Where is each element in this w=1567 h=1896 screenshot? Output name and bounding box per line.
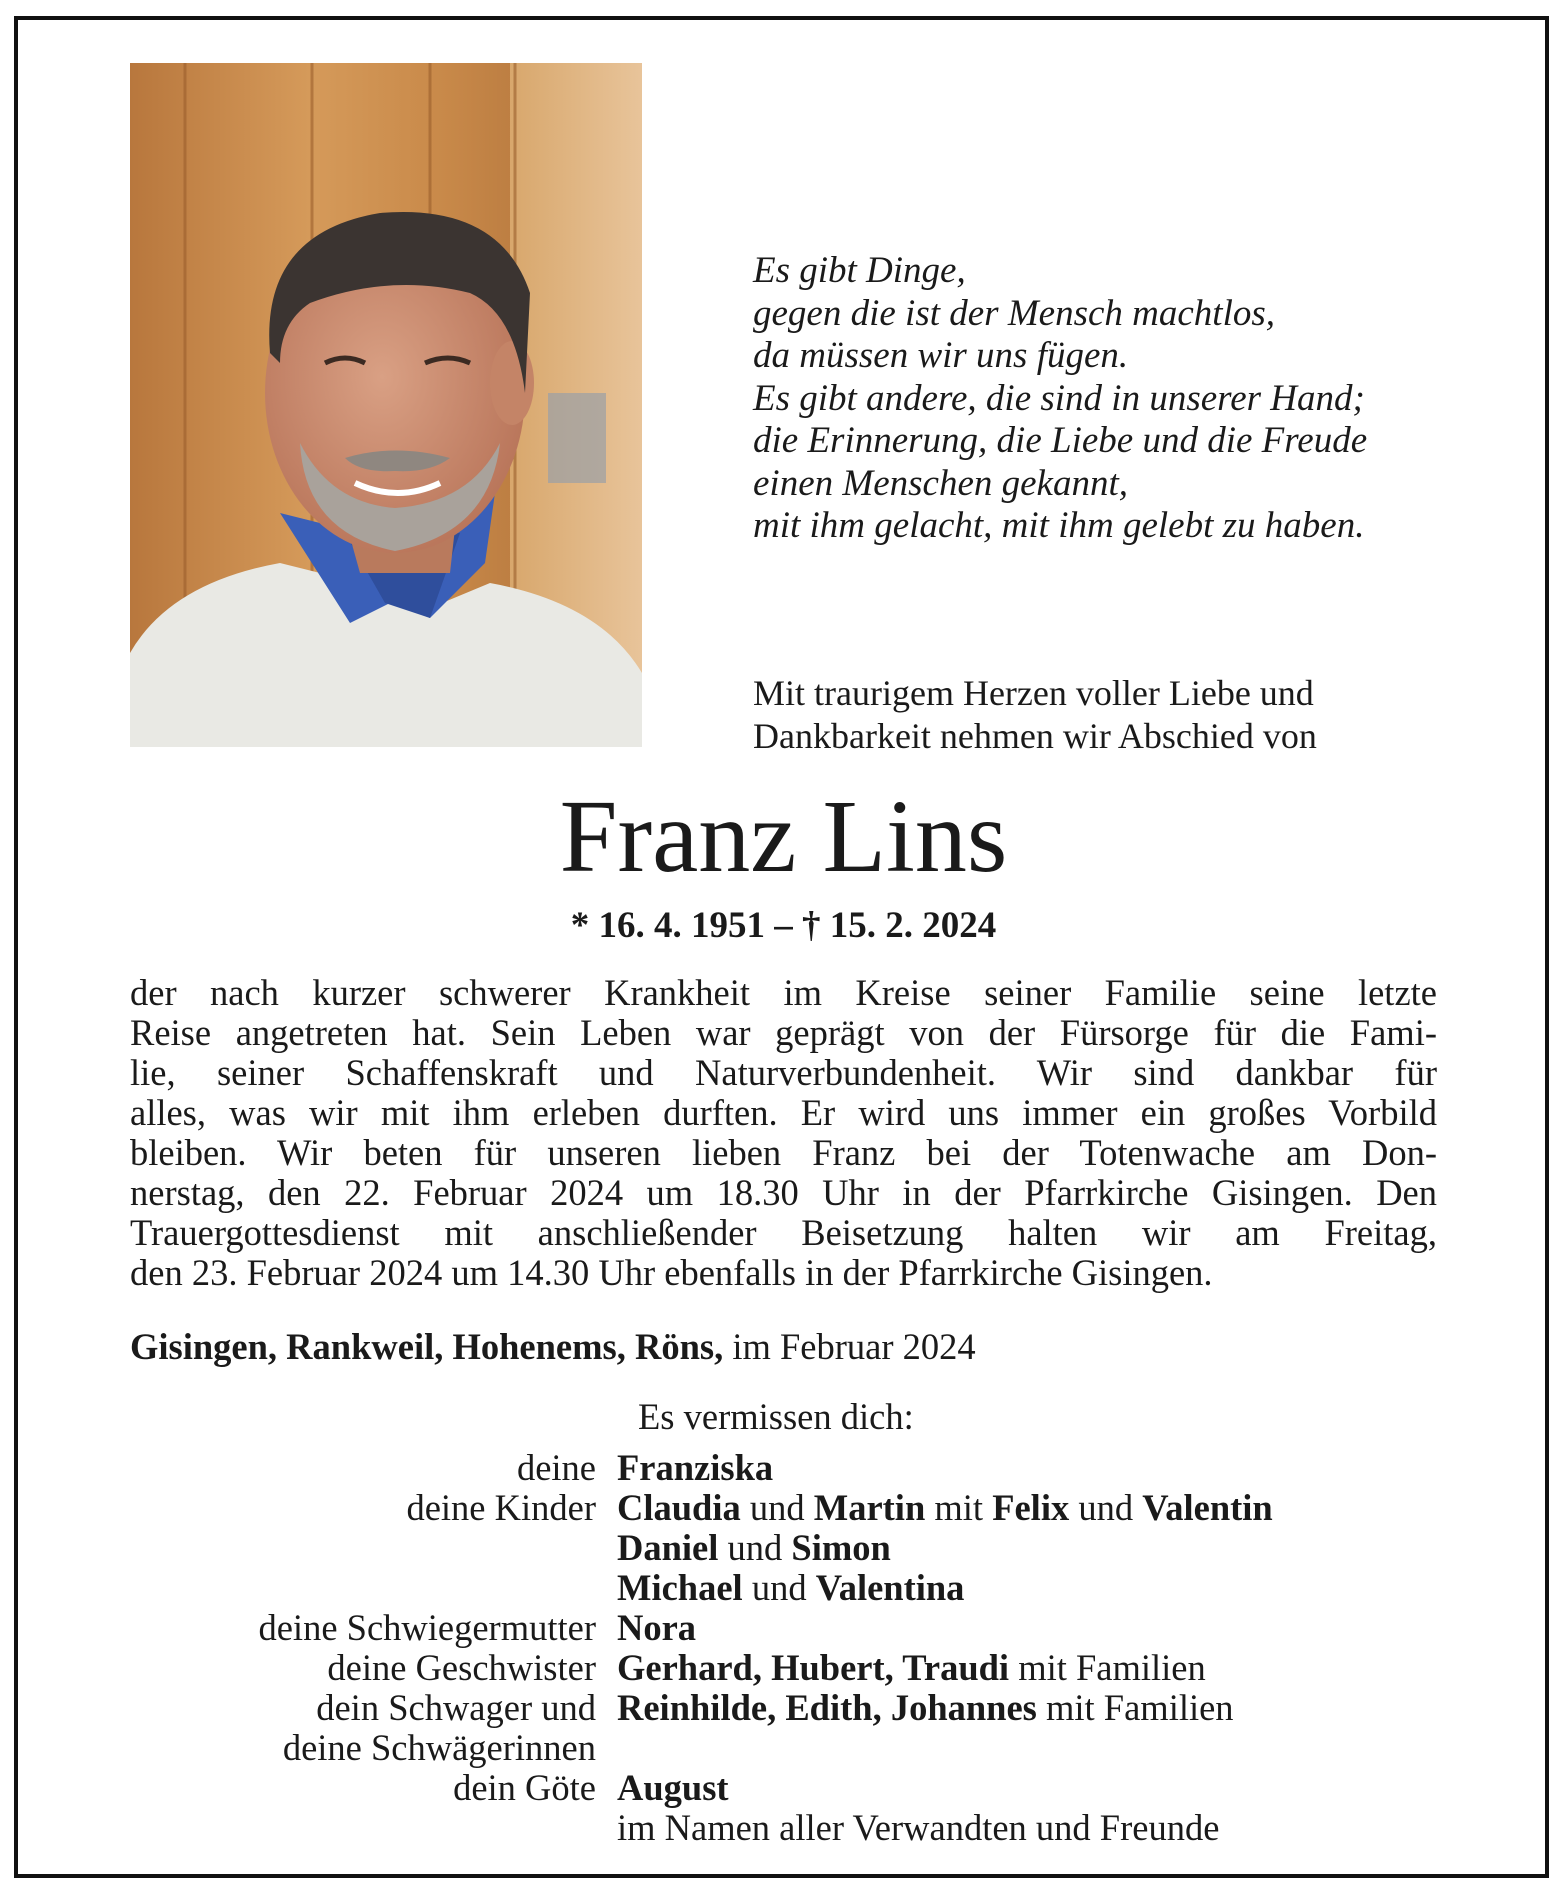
mourner-name: Valentina bbox=[815, 1567, 965, 1608]
mourner-row bbox=[130, 1448, 1450, 1488]
mourner-names bbox=[617, 1528, 891, 1568]
connector-text: im Namen aller Verwandten und Freunde bbox=[617, 1807, 1220, 1848]
memorial-poem bbox=[753, 250, 1367, 548]
mourner-names bbox=[617, 1448, 773, 1488]
places: Gisingen, Rankweil, Hohenems, Röns, bbox=[130, 1326, 724, 1367]
body-line: nerstag, den 22. Februar 2024 um 18.30 Uhr in der Pfarrkirche Gisingen. Den bbox=[130, 1172, 1437, 1213]
obituary-text bbox=[130, 973, 1437, 1293]
mourner-row bbox=[130, 1528, 1450, 1568]
mourner-name: Franziska bbox=[617, 1447, 774, 1488]
relation-label: deine Schwägerinnen bbox=[282, 1727, 596, 1768]
body-line: bleiben. Wir beten für unseren lieben Franz bei der Totenwache am Don- bbox=[130, 1132, 1437, 1173]
poem-line: da müssen wir uns fügen. bbox=[753, 335, 1129, 376]
mourner-row bbox=[130, 1488, 1450, 1528]
life-dates: * 16. 4. 1951 – † 15. 2. 2024 bbox=[570, 905, 997, 946]
mourner-name: Reinhilde, Edith, Johannes bbox=[617, 1687, 1037, 1728]
mourner-name: August bbox=[617, 1767, 729, 1808]
portrait-photo bbox=[130, 63, 642, 747]
mourner-name: Nora bbox=[617, 1607, 697, 1648]
poem-line: die Erinnerung, die Liebe und die Freude bbox=[753, 420, 1368, 461]
mourners-heading: Es vermissen dich: bbox=[638, 1396, 914, 1437]
mourner-row bbox=[130, 1688, 1450, 1728]
body-line: den 23. Februar 2024 um 14.30 Uhr ebenfalls in der Pfarrkirche Gisingen. bbox=[130, 1252, 1213, 1293]
mourner-row bbox=[130, 1808, 1450, 1848]
mourner-row bbox=[130, 1728, 1450, 1768]
poem-line: Es gibt Dinge, bbox=[753, 250, 966, 291]
mourner-name: Simon bbox=[791, 1527, 891, 1568]
mourner-name: Valentin bbox=[1142, 1487, 1273, 1528]
mourner-name: Martin bbox=[813, 1487, 926, 1528]
relation-label bbox=[130, 1528, 617, 1568]
mourner-name: Gerhard, Hubert, Traudi bbox=[617, 1647, 1010, 1688]
relation-label: deine Kinder bbox=[406, 1487, 596, 1528]
farewell-intro bbox=[753, 672, 1317, 758]
mourner-names bbox=[617, 1568, 964, 1608]
poem-line: mit ihm gelacht, mit ihm gelebt zu haben. bbox=[753, 505, 1365, 546]
body-line: der nach kurzer schwerer Krankheit im Kreise seiner Familie seine letzte bbox=[130, 972, 1437, 1013]
mourner-row bbox=[130, 1608, 1450, 1648]
mourner-row bbox=[130, 1568, 1450, 1608]
body-line: Trauergottesdienst mit anschließender Beisetzung halten wir am Freitag, bbox=[130, 1212, 1437, 1253]
mourner-names bbox=[617, 1808, 1219, 1848]
place-date-line bbox=[130, 1325, 976, 1369]
poem-line: gegen die ist der Mensch machtlos, bbox=[753, 292, 1275, 334]
body-line: Reise angetreten hat. Sein Leben war geprägt von der Fürsorge für die Fami- bbox=[130, 1012, 1437, 1053]
body-line: lie, seiner Schaffenskraft und Naturverbundenheit. Wir sind dankbar für bbox=[130, 1052, 1437, 1093]
connector-text: mit Familien bbox=[1009, 1647, 1206, 1688]
connector-text: und bbox=[718, 1527, 792, 1568]
mourner-name: Daniel bbox=[617, 1527, 719, 1568]
connector-text: und bbox=[742, 1567, 816, 1608]
deceased-name: Franz Lins bbox=[559, 779, 1008, 894]
connector-text: mit bbox=[925, 1487, 993, 1528]
connector-text: und bbox=[740, 1487, 814, 1528]
mourner-names bbox=[617, 1608, 696, 1648]
relation-label bbox=[130, 1568, 617, 1608]
connector-text: und bbox=[1069, 1487, 1143, 1528]
relation-label: deine bbox=[516, 1447, 596, 1488]
month: im Februar 2024 bbox=[723, 1326, 976, 1367]
connector-text: mit Familien bbox=[1036, 1687, 1234, 1728]
mourner-name: Felix bbox=[992, 1487, 1070, 1528]
mourner-row bbox=[130, 1648, 1450, 1688]
mourner-row bbox=[130, 1768, 1450, 1808]
poem-line: Es gibt andere, die sind in unserer Hand; bbox=[753, 377, 1365, 419]
relation-label: deine Schwiegermutter bbox=[258, 1607, 596, 1648]
relation-label: dein Schwager und bbox=[316, 1687, 596, 1728]
relation-label: deine Geschwister bbox=[327, 1647, 596, 1688]
mourner-name: Michael bbox=[617, 1567, 743, 1608]
intro-line: Mit traurigem Herzen voller Liebe und bbox=[753, 673, 1314, 713]
mourner-name: Claudia bbox=[617, 1487, 741, 1528]
body-line: alles, was wir mit ihm erleben durften. Er wird uns immer ein großes Vorbild bbox=[130, 1092, 1437, 1133]
poem-line: einen Menschen gekannt, bbox=[753, 462, 1128, 504]
mourner-names bbox=[617, 1488, 1273, 1528]
relation-label: dein Göte bbox=[453, 1767, 596, 1808]
mourner-names bbox=[617, 1648, 1206, 1688]
mourner-names bbox=[617, 1688, 1234, 1728]
mourners-list bbox=[130, 1448, 1450, 1848]
mourner-names bbox=[617, 1768, 729, 1808]
relation-label bbox=[130, 1808, 617, 1848]
intro-line: Dankbarkeit nehmen wir Abschied von bbox=[753, 716, 1317, 756]
